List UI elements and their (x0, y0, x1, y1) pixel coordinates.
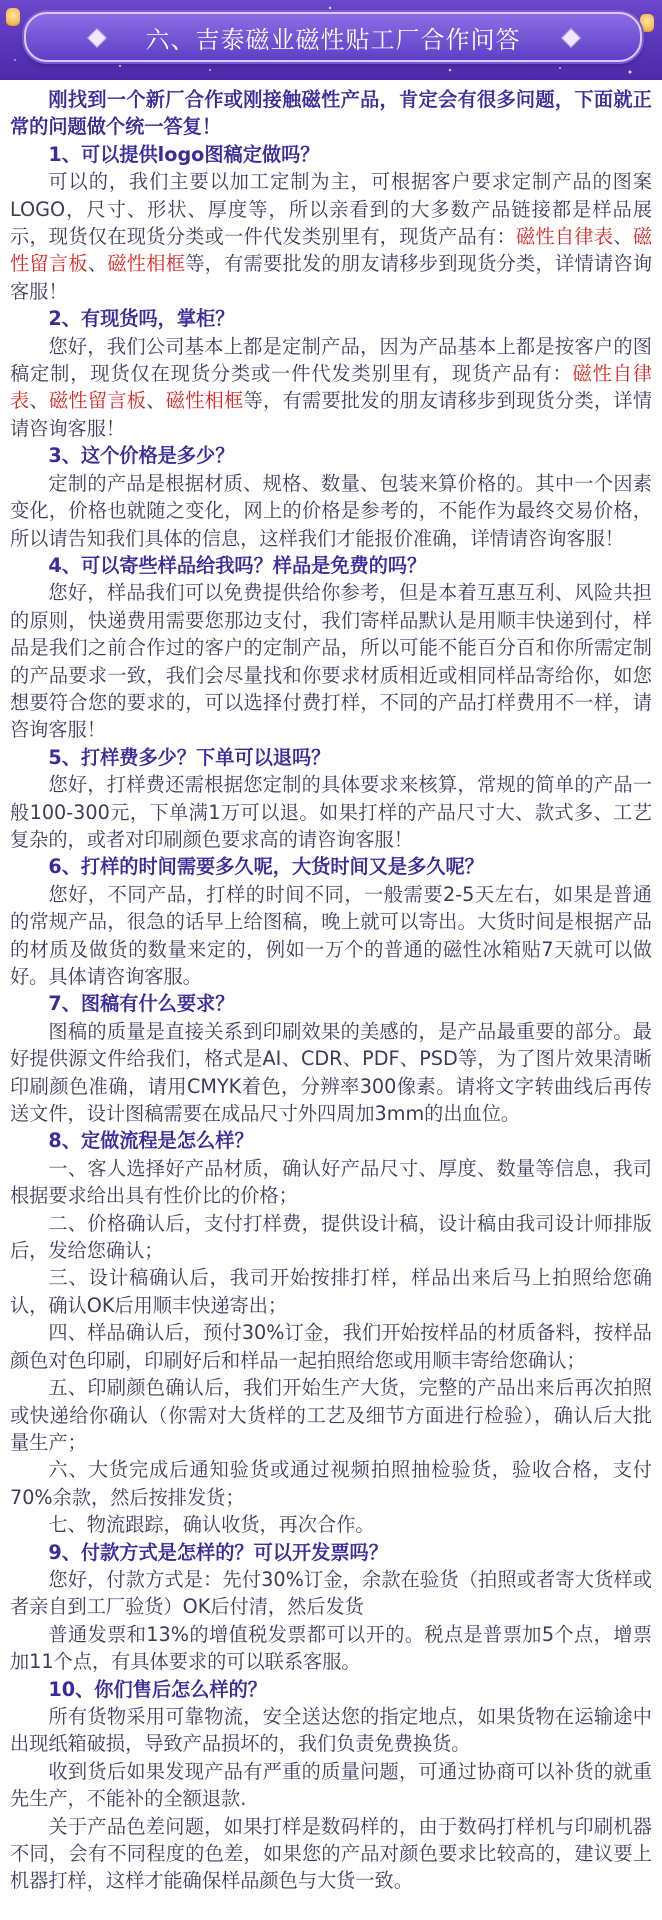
question-heading: 2、有现货吗，掌柜？ (48, 307, 235, 331)
answer-text: 图稿的质量是直接关系到印刷效果的美感的，是产品最重要的部分。最好提供源文件给我们，格式是AI、CDR、PDF、PSD等，为了图片效果清晰印刷颜色准确，请用CMYK着色，分辨率300像素。请将文字转曲线后再传送文件，设计图稿需要在成品尺寸外四周加3mm的出血位。 (10, 1019, 652, 1126)
title-banner (24, 12, 642, 62)
answer-text: 您好，打样费还需根据您定制的具体要求来核算，常规的简单的产品一般100-300元，下单满1万可以退。如果打样的产品尺寸大、款式多、工艺复杂的，或者对印刷颜色要求高的请咨询客服！ (10, 773, 652, 851)
diamond-icon (561, 28, 581, 48)
answer-text: 关于产品色差问题，如果打样是数码样的，由于数码打样机与印刷机器不同，会有不同程度的色差，如果您的产品对颜色要求比较高的，建议要上机器打样，这样才能确保样品颜色与大货一致。 (10, 1814, 652, 1893)
question-heading: 1、可以提供logo图稿定做吗？ (48, 142, 320, 166)
question-heading: 6、打样的时间需要多久呢，大货时间又是多久呢？ (48, 855, 484, 879)
answer-text: 普通发票和13%的增值税发票都可以开的。税点是普票加5个点，增票加11个点，有具体要求的可以联系客服。 (10, 1622, 652, 1674)
product-name: 磁性留言板 (48, 389, 147, 413)
answer-text: 您好，样品我们可以免费提供给你参考，但是本着互惠互利、风险共担的原则，快递费用需要您那边支付，我们寄样品默认是用顺丰快递到付，样品是我们之前合作过的客户的定制产品，所以可能不能百分百和你所需定制的产品要求一致，我们会尽量找和你要求材质相近或相同样品寄给你，如您想要符合您的要求的，可以选择付费打样，不同的产品打样费用不一样，请咨询客服！ (10, 581, 652, 742)
process-step: 二、价格确认后，支付打样费，提供设计稿，设计稿由我司设计师排版后，发给您确认； (10, 1211, 652, 1263)
question-heading: 3、这个价格是多少？ (48, 444, 235, 468)
header-banner-area (0, 0, 662, 80)
answer-text: 可以的，我们主要以加工定制为主，可根据客户要求定制产品的图案LOGO，尺寸、形状、厚度等，所以亲看到的大多数产品链接都是样品展示，现货仅在现货分类或一件代发类别里有，现货产品有：磁性自律表、磁性留言板、磁性相框等，有需要批发的朋友请移步到现货分类，详情请咨询客服！ (10, 170, 653, 303)
product-name: 磁性自律表 (10, 362, 653, 413)
process-step: 一、客人选择好产品材质，确认好产品尺寸、厚度、数量等信息，我司根据要求给出具有性价比的价格； (10, 1156, 652, 1208)
process-step: 四、样品确认后，预付30%订金，我们开始按样品的材质备料，按样品颜色对色印刷，印刷好后和样品一起拍照给您或用顺丰寄给您确认； (10, 1321, 652, 1372)
answer-text: 定制的产品是根据材质、规格、数量、包装来算价格的。其中一个因素变化，价格也就随之变化，网上的价格是参考的，不能作为最终交易价格，所以请告知我们具体的信息，这样我们才能报价准确，详情请咨询客服！ (10, 471, 652, 550)
product-name: 磁性相框 (107, 252, 186, 276)
process-step: 五、印刷颜色确认后，我们开始生产大货，完整的产品出来后再次拍照或快递给你确认（你需对大货样的工艺及细节方面进行检验），确认后大批量生产； (10, 1376, 652, 1454)
question-heading: 9、付款方式是怎样的？可以开发票吗？ (48, 1540, 388, 1564)
question-heading: 7、图稿有什么要求？ (48, 992, 235, 1016)
question-heading: 4、可以寄些样品给我吗？样品是免费的吗？ (48, 553, 427, 577)
answer-text: 您好，我们公司基本上都是定制产品，因为产品基本上都是按客户的图稿定制，现货仅在现货分类或一件代发类别里有，现货产品有：磁性自律表、磁性留言板、磁性相框等，有需要批发的朋友请移步到现货分类，详情请咨询客服！ (10, 334, 653, 440)
diamond-icon (87, 28, 107, 48)
question-heading: 5、打样费多少？下单可以退吗？ (48, 745, 331, 769)
lantern-icon (6, 8, 20, 26)
product-name: 磁性留言板 (10, 225, 653, 276)
question-heading: 10、你们售后怎么样的？ (48, 1677, 267, 1701)
lantern-icon (640, 14, 654, 32)
product-name: 磁性自律表 (516, 225, 614, 249)
page-title: 六、吉泰磁业磁性贴工厂合作问答 (145, 25, 521, 54)
process-step: 三、设计稿确认后，我司开始按排打样，样品出来后马上拍照给您确认，确认OK后用顺丰快递寄出； (10, 1266, 652, 1317)
process-step: 六、大货完成后通知验货或通过视频拍照抽检验货，验收合格，支付70%余款，然后按排发货； (10, 1458, 652, 1509)
answer-text: 您好，不同产品，打样的时间不同，一般需要2-5天左右，如果是普通的常规产品，很急的话早上给图稿，晚上就可以寄出。大货时间是根据产品的材质及做货的数量来定的，例如一万个的普通的磁性冰箱贴7天就可以做好。具体请咨询客服。 (10, 882, 652, 988)
product-name: 磁性相框 (165, 389, 244, 413)
answer-text: 收到货后如果发现产品有严重的质量问题，可通过协商可以补货的就重先生产，不能补的全额退款. (10, 1759, 652, 1811)
answer-text: 您好，付款方式是：先付30%订金，余款在验货（拍照或者寄大货样或者亲自到工厂验货）OK后付清，然后发货 (10, 1567, 652, 1619)
faq-content (0, 80, 662, 1895)
question-heading: 8、定做流程是怎么样？ (48, 1129, 254, 1153)
process-step: 七、物流跟踪，确认收货，再次合作。 (48, 1513, 375, 1537)
answer-text: 所有货物采用可靠物流，安全送达您的指定地点，如果货物在运输途中出现纸箱破损，导致产品损坏的，我们负责免费换货。 (10, 1704, 652, 1756)
intro-text: 刚找到一个新厂合作或刚接触磁性产品，肯定会有很多问题，下面就正常的问题做个统一答复！ (10, 88, 652, 139)
